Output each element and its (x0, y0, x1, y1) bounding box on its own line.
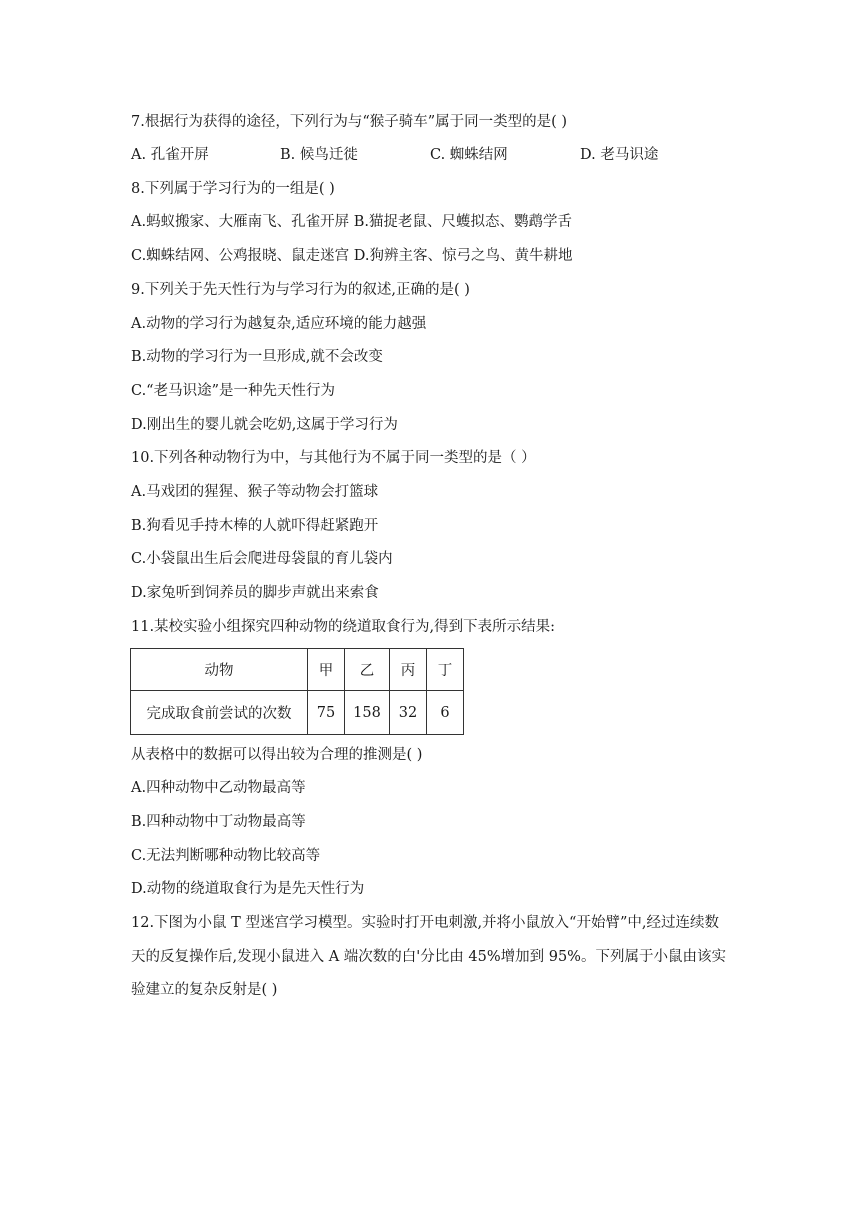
q11-data-table (130, 648, 464, 735)
q12-stem-line-1: 12.下图为小鼠 T 型迷宫学习模型。实验时打开电刺激,并将小鼠放入“开始臂”中,经过连续数 (131, 915, 719, 931)
q9-option-d: D.刚出生的婴儿就会吃奶,这属于学习行为 (131, 417, 398, 433)
q9-option-a: A.动物的学习行为越复杂,适应环境的能力越强 (131, 316, 427, 332)
q10-option-a: A.马戏团的猩猩、猴子等动物会打篮球 (131, 484, 379, 500)
table-row (131, 691, 464, 735)
q11-option-c: C.无法判断哪种动物比较高等 (131, 848, 321, 864)
q10-option-d: D.家兔听到饲养员的脚步声就出来索食 (131, 585, 379, 601)
q8-options-line-2: C.蜘蛛结网、公鸡报晓、鼠走迷宫 D.狗辨主客、惊弓之鸟、黄牛耕地 (131, 248, 573, 264)
q11-stem: 11.某校实验小组探究四种动物的绕道取食行为,得到下表所示结果: (131, 619, 556, 635)
q11-prompt: 从表格中的数据可以得出较为合理的推测是( ) (131, 747, 423, 763)
table-header-cell: 乙 (345, 649, 390, 691)
q8-stem: 8.下列属于学习行为的一组是( ) (131, 181, 335, 197)
q7-options (131, 145, 731, 165)
q11-option-a: A.四种动物中乙动物最高等 (131, 780, 306, 796)
table-cell: 32 (390, 691, 427, 735)
q10-stem: 10.下列各种动物行为中，与其他行为不属于同一类型的是（ ） (131, 450, 536, 466)
q7-option-c: C. 蜘蛛结网 (430, 147, 508, 163)
table-header-cell: 丙 (390, 649, 427, 691)
q7-option-a: A. 孔雀开屏 (131, 147, 209, 163)
q9-stem: 9.下列关于先天性行为与学习行为的叙述,正确的是( ) (131, 282, 470, 298)
table-header-row (131, 649, 464, 691)
q7-option-b: B. 候鸟迁徙 (280, 147, 358, 163)
q10-option-b: B.狗看见手持木棒的人就吓得赶紧跑开 (131, 518, 379, 534)
q12-stem-line-3: 验建立的复杂反射是( ) (131, 982, 278, 998)
q12-stem-line-2: 天的反复操作后,发现小鼠进入 A 端次数的白'分比由 45%增加到 95%。下列属于小鼠由该实 (131, 949, 726, 965)
q11-option-b: B.四种动物中丁动物最高等 (131, 814, 306, 830)
q11-option-d: D.动物的绕道取食行为是先天性行为 (131, 881, 365, 897)
table-cell: 完成取食前尝试的次数 (131, 691, 308, 735)
table-cell: 158 (345, 691, 390, 735)
q7-stem: 7.根据行为获得的途径，下列行为与“猴子骑车”属于同一类型的是( ) (131, 114, 568, 130)
table-cell: 75 (308, 691, 345, 735)
q7-option-d: D. 老马识途 (580, 147, 659, 163)
q10-option-c: C.小袋鼠出生后会爬进母袋鼠的育儿袋内 (131, 551, 393, 567)
table-header-cell: 甲 (308, 649, 345, 691)
table-header-cell: 丁 (427, 649, 464, 691)
q9-option-c: C.“老马识途”是一种先天性行为 (131, 383, 336, 399)
table-cell: 6 (427, 691, 464, 735)
q9-option-b: B.动物的学习行为一旦形成,就不会改变 (131, 349, 383, 365)
q8-options-line-1: A.蚂蚁搬家、大雁南飞、孔雀开屏 B.猫捉老鼠、尺蠖拟态、鹦鹉学舌 (131, 214, 572, 230)
table-header-cell: 动物 (131, 649, 308, 691)
